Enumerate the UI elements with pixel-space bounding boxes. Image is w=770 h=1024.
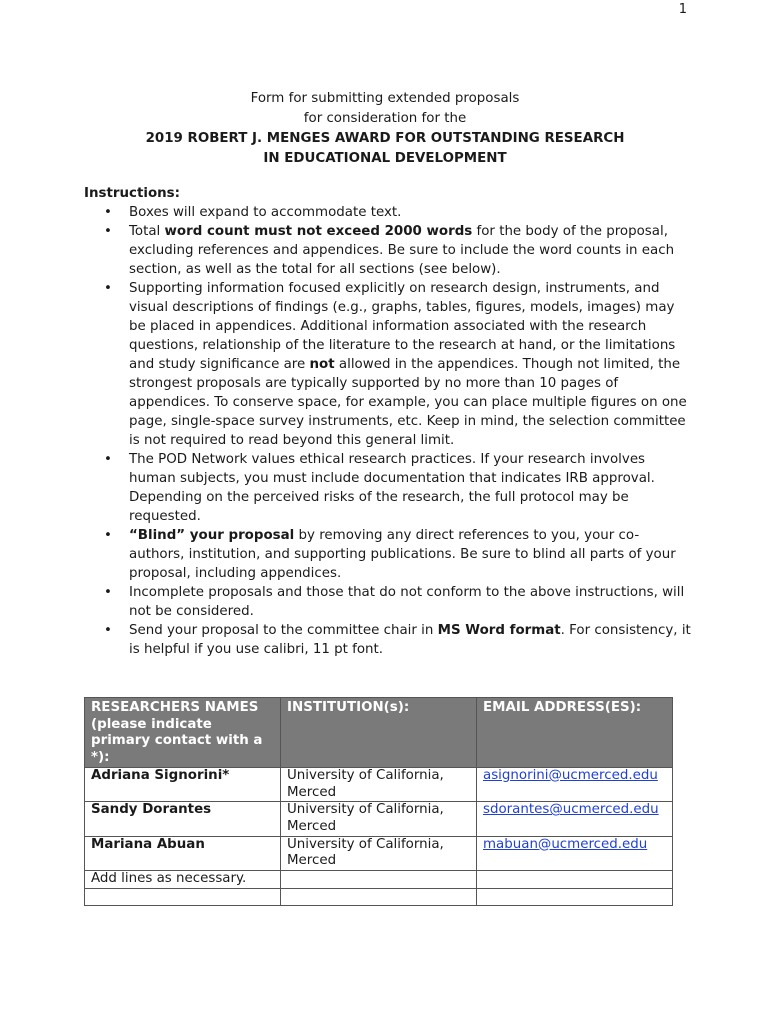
bullet-icon: • [104, 452, 112, 467]
list-item [84, 583, 694, 621]
table-row [85, 836, 673, 870]
title-line-1: Form for submitting extended proposals [250, 91, 520, 106]
bullet-icon: • [104, 205, 112, 220]
instruction-text: Send your proposal to the committee chair in [129, 623, 438, 638]
researcher-name[interactable]: Mariana Abuan [85, 836, 281, 870]
instruction-bold-text: not [309, 357, 335, 372]
researcher-email-cell[interactable] [477, 767, 673, 801]
empty-cell[interactable] [85, 888, 281, 905]
table-row [85, 802, 673, 836]
researcher-institution[interactable]: University of California, Merced [281, 836, 477, 870]
list-item [84, 526, 694, 583]
bullet-icon: • [104, 224, 112, 239]
table-row [85, 871, 673, 889]
title-line-2: for consideration for the [303, 111, 467, 126]
researcher-name[interactable]: Adriana Signorini* [85, 767, 281, 801]
empty-cell[interactable] [477, 871, 673, 889]
instruction-text: allowed in the appendices. Though not limited, the strongest proposals are typically supported by no more than 10 pages of appendices. To conserve space, for example, you can place multiple figures on one page, single-space survey instruments, etc. Keep in mind, the selection committee is not required to read beyond this general limit. [129, 357, 687, 448]
email-link[interactable]: mabuan@ucmerced.edu [483, 836, 648, 852]
empty-cell[interactable] [281, 871, 477, 889]
instruction-text: Supporting information focused explicitly on research design, instruments, and visual descriptions of findings (e.g., graphs, tables, figures, models, images) may be placed in appendices. Additional information associated with the research questions, relationship of the literature to the research at hand, or the limitations and study significance are [129, 281, 676, 372]
instructions-heading: Instructions: [84, 186, 181, 201]
list-item [84, 222, 694, 279]
email-link[interactable]: asignorini@ucmerced.edu [483, 767, 658, 783]
researcher-institution[interactable]: University of California, Merced [281, 802, 477, 836]
header-institution: INSTITUTION(s): [281, 698, 477, 768]
researcher-email-cell[interactable] [477, 802, 673, 836]
email-link[interactable]: sdorantes@ucmerced.edu [483, 802, 659, 818]
bullet-icon: • [104, 623, 112, 638]
bullet-icon: • [104, 281, 112, 296]
table-row [85, 767, 673, 801]
list-item [84, 279, 694, 450]
bullet-icon: • [104, 528, 112, 543]
instructions-section [84, 184, 694, 659]
researcher-institution[interactable]: University of California, Merced [281, 767, 477, 801]
list-item [84, 621, 694, 659]
researcher-email-cell[interactable] [477, 836, 673, 870]
empty-cell[interactable] [477, 888, 673, 905]
instruction-text: Total [129, 224, 165, 239]
page-number: 1 [678, 2, 687, 17]
list-item [84, 203, 694, 222]
researchers-table [84, 697, 673, 906]
instruction-text: for the body of the proposal, excluding references and appendices. Be sure to include the word counts in each section, as well as the total for all sections (see below). [129, 224, 675, 277]
instruction-text: Boxes will expand to accommodate text. [129, 205, 402, 220]
header-researchers-names: RESEARCHERS NAMES (please indicate primary contact with a *): [85, 698, 281, 768]
instruction-bold-text: MS Word format [437, 623, 561, 638]
bullet-icon: • [104, 585, 112, 600]
researcher-name[interactable]: Sandy Dorantes [85, 802, 281, 836]
form-title [0, 89, 770, 169]
instruction-text: . For consistency, it is helpful if you use calibri, 11 pt font. [129, 623, 691, 657]
title-line-4: IN EDUCATIONAL DEVELOPMENT [263, 151, 507, 166]
list-item [84, 450, 694, 526]
instruction-bold-text: word count must not exceed 2000 words [164, 224, 473, 239]
header-email: EMAIL ADDRESS(ES): [477, 698, 673, 768]
instructions-list [84, 203, 694, 659]
instruction-bold-text: “Blind” your proposal [129, 528, 295, 543]
empty-cell[interactable] [281, 888, 477, 905]
instruction-text: Incomplete proposals and those that do not conform to the above instructions, will not be considered. [129, 585, 685, 619]
add-lines-note[interactable]: Add lines as necessary. [85, 871, 281, 889]
instruction-text: The POD Network values ethical research practices. If your research involves human subjects, you must include documentation that indicates IRB approval. Depending on the perceived risks of the research, the full protocol may be requested. [129, 452, 655, 524]
table-header-row [85, 698, 673, 768]
table-row [85, 888, 673, 905]
title-line-3: 2019 ROBERT J. MENGES AWARD FOR OUTSTANDING RESEARCH [145, 131, 625, 146]
instruction-text: by removing any direct references to you, your co-authors, institution, and supporting publications. Be sure to blind all parts of your proposal, including appendices. [129, 528, 676, 581]
